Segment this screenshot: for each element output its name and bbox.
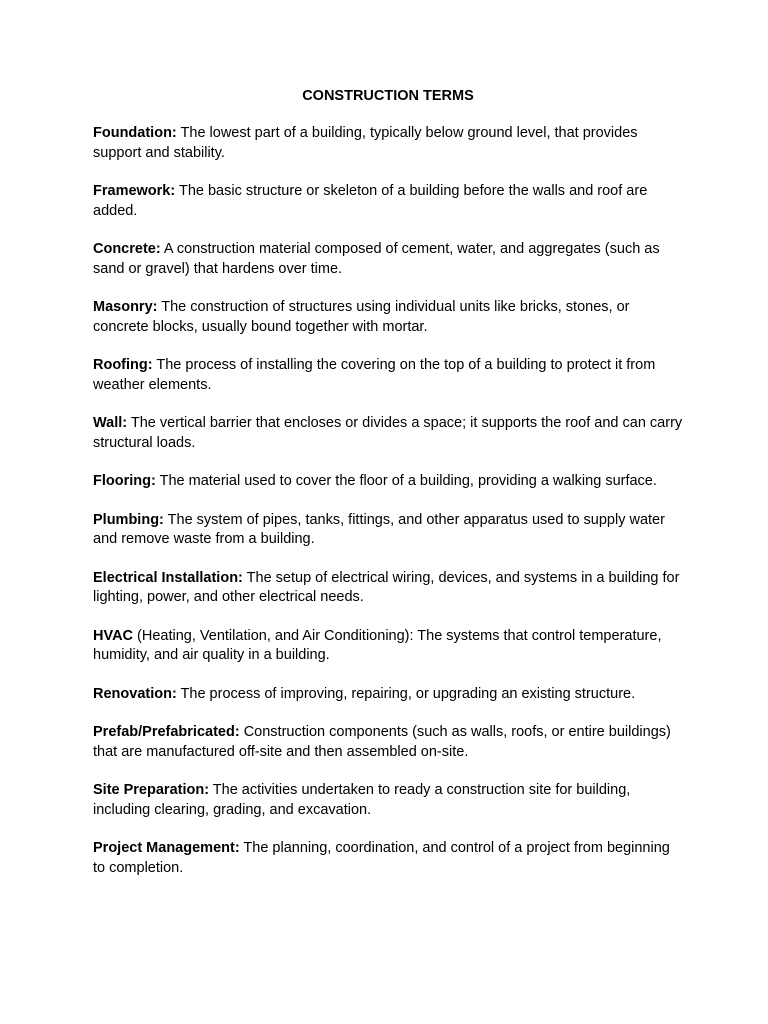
term-framework [93, 182, 683, 221]
term-definition: The process of improving, repairing, or upgrading an existing structure. [176, 685, 636, 702]
term-plumbing [93, 511, 683, 550]
term-name: Renovation: [93, 685, 177, 702]
term-foundation [93, 124, 683, 163]
term-concrete [93, 240, 683, 279]
term-definition: Construction components (such as walls, roofs, or entire buildings) that are manufactured off-site and then assembled on-site. [93, 724, 671, 760]
term-definition: The construction of structures using individual units like bricks, stones, or concrete blocks, usually bound together with mortar. [93, 299, 630, 335]
term-definition: The basic structure or skeleton of a building before the walls and roof are added. [93, 183, 648, 219]
term-definition: A construction material composed of cement, water, and aggregates (such as sand or gravel) that hardens over time. [93, 241, 660, 277]
term-roofing [93, 356, 683, 395]
term-name: Wall: [93, 415, 128, 431]
term-name: Framework: [93, 183, 176, 199]
term-name: Prefab/Prefabricated: [93, 724, 240, 740]
term-definition: The system of pipes, tanks, fittings, and other apparatus used to supply water and remove waste from a building. [93, 511, 665, 547]
term-name: Roofing: [93, 357, 153, 373]
term-masonry [93, 298, 683, 337]
term-name: Concrete: [93, 241, 161, 257]
term-name: Foundation: [93, 125, 177, 141]
term-name: HVAC [93, 627, 134, 644]
term-name: Plumbing: [93, 511, 164, 528]
term-name: Flooring: [93, 473, 156, 489]
term-flooring [93, 472, 683, 492]
term-electrical-installation [93, 569, 683, 608]
term-definition: The vertical barrier that encloses or divides a space; it supports the roof and can carry structural loads. [93, 415, 683, 451]
term-definition: The setup of electrical wiring, devices, and systems in a building for lighting, power, and other electrical needs. [93, 569, 680, 605]
term-site-preparation [93, 781, 683, 820]
term-definition: The material used to cover the floor of a building, providing a walking surface. [155, 473, 657, 489]
term-renovation [93, 685, 683, 705]
term-prefab [93, 723, 683, 762]
term-definition: The activities undertaken to ready a construction site for building, including clearing, grading, and excavation. [93, 782, 631, 818]
term-name: Site Preparation: [93, 782, 210, 798]
term-project-management [93, 839, 683, 878]
term-definition: The planning, coordination, and control of a project from beginning to completion. [93, 840, 670, 876]
term-definition: (Heating, Ventilation, and Air Conditioning): The systems that control temperature, humidity, and air quality in a building. [93, 627, 662, 663]
term-name: Masonry: [93, 299, 158, 315]
term-wall [93, 414, 683, 453]
term-definition: The process of installing the covering on the top of a building to protect it from weather elements. [93, 357, 656, 393]
term-name: Project Management: [93, 840, 240, 856]
document-title: CONSTRUCTION TERMS [302, 88, 474, 104]
term-definition: The lowest part of a building, typically below ground level, that provides support and stability. [93, 125, 638, 161]
term-hvac [93, 627, 683, 666]
document-page [93, 86, 683, 897]
term-name: Electrical Installation: [93, 569, 243, 586]
